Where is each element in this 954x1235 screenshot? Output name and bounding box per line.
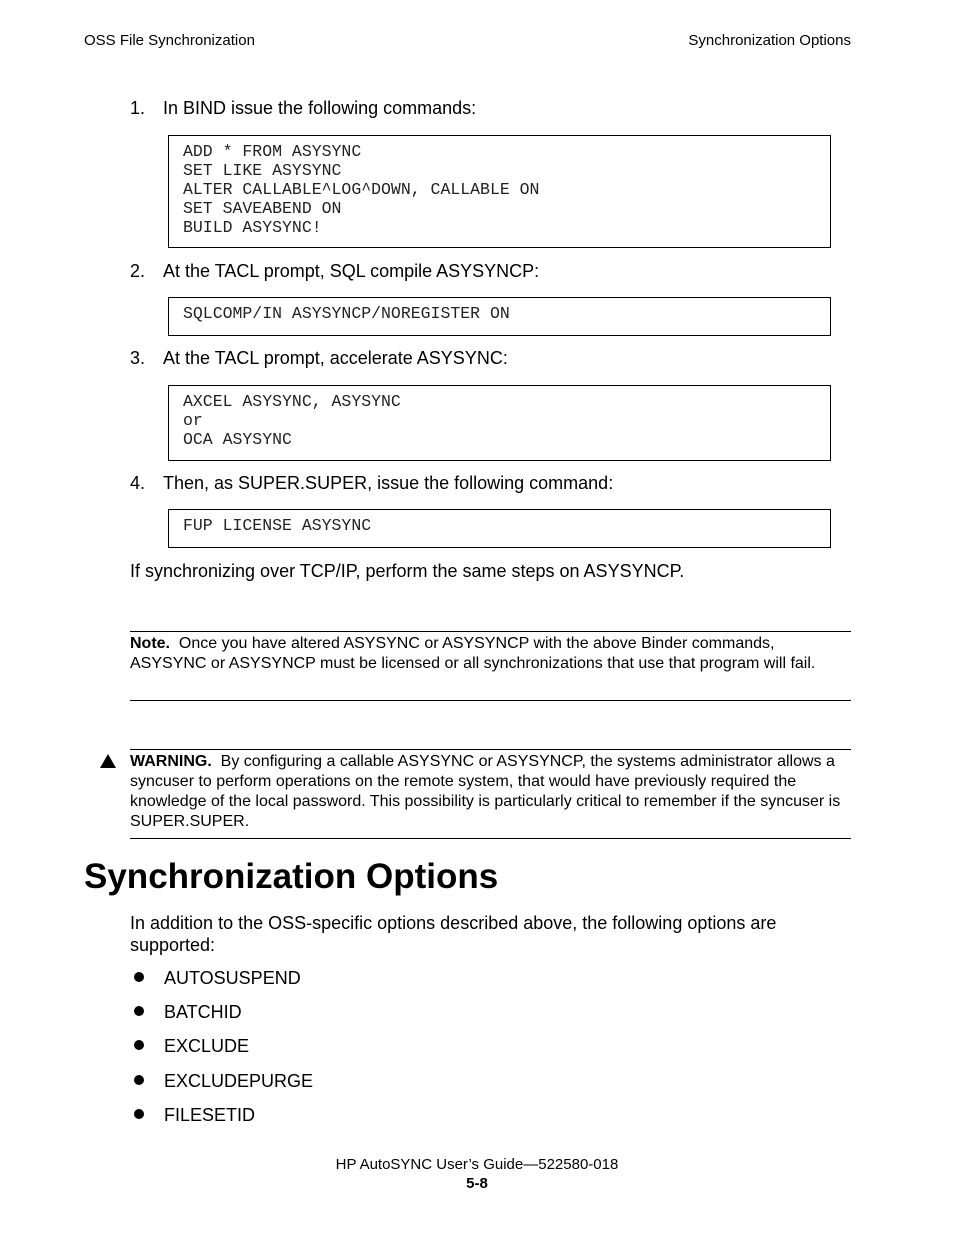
code-line: SQLCOMP/IN ASYSYNCP/NOREGISTER ON xyxy=(183,304,510,323)
code-line: or xyxy=(183,411,203,430)
code-line: OCA ASYSYNC xyxy=(183,430,292,449)
code-line: SET SAVEABEND ON xyxy=(183,199,342,218)
note-top-rule xyxy=(130,631,851,632)
option-label: AUTOSUSPEND xyxy=(164,968,301,988)
step-number: 4. xyxy=(130,473,146,493)
step-2 xyxy=(130,260,539,282)
bullet-icon xyxy=(134,1109,144,1119)
warning-text: By configuring a callable ASYSYNC or ASYSYNCP, the systems administrator allows a syncuser to perform operations on the remote system, that would have previously required the knowledge of the local password. This possibility is particularly critical to remember if the syncuser is SUPER.SUPER. xyxy=(130,753,841,830)
code-line: ADD * FROM ASYSYNC xyxy=(183,142,362,161)
code-block-bind xyxy=(168,135,831,248)
code-line: ALTER CALLABLE^LOG^DOWN, CALLABLE ON xyxy=(183,180,540,199)
footer-title: HP AutoSYNC User’s Guide—522580-018 xyxy=(335,1156,619,1173)
running-header-right: Synchronization Options xyxy=(688,32,851,49)
tcpip-paragraph: If synchronizing over TCP/IP, perform the same steps on ASYSYNCP. xyxy=(130,561,685,581)
step-text: At the TACL prompt, accelerate ASYSYNC: xyxy=(163,348,508,368)
warning-label: WARNING. xyxy=(130,753,212,770)
step-1 xyxy=(130,97,476,119)
step-number: 3. xyxy=(130,348,146,368)
step-text: At the TACL prompt, SQL compile ASYSYNCP: xyxy=(163,261,540,281)
code-block-axcel xyxy=(168,385,831,461)
list-item xyxy=(130,1001,242,1023)
list-item xyxy=(130,967,301,989)
code-line: FUP LICENSE ASYSYNC xyxy=(183,516,372,535)
step-number: 1. xyxy=(130,98,146,118)
list-item xyxy=(130,1070,313,1092)
running-header-left: OSS File Synchronization xyxy=(84,32,255,49)
option-label: EXCLUDE xyxy=(164,1036,250,1056)
step-3 xyxy=(130,347,508,369)
code-line: SET LIKE ASYSYNC xyxy=(183,161,342,180)
bullet-icon xyxy=(134,1075,144,1085)
note-label: Note. xyxy=(130,635,170,652)
step-4 xyxy=(130,472,613,494)
list-item xyxy=(130,1035,249,1057)
warning-triangle-icon xyxy=(100,754,116,773)
note-text: Once you have altered ASYSYNC or ASYSYNCP with the above Binder commands, ASYSYNC or ASYSYNCP must be licensed or all synchronizations that use that program will fail. xyxy=(130,635,816,672)
bullet-icon xyxy=(134,972,144,982)
section-intro: In addition to the OSS-specific options described above, the following options are supported: xyxy=(130,913,777,955)
option-label: BATCHID xyxy=(164,1002,242,1022)
note-bottom-rule xyxy=(130,700,851,701)
step-text: Then, as SUPER.SUPER, issue the following command: xyxy=(163,473,614,493)
note-block xyxy=(130,634,851,674)
code-block-sqlcomp xyxy=(168,297,831,336)
step-text: In BIND issue the following commands: xyxy=(163,98,477,118)
section-heading: Synchronization Options xyxy=(84,857,499,896)
code-line: AXCEL ASYSYNC, ASYSYNC xyxy=(183,392,401,411)
option-label: EXCLUDEPURGE xyxy=(164,1071,314,1091)
code-block-fup xyxy=(168,509,831,548)
warning-top-rule xyxy=(130,749,851,750)
step-number: 2. xyxy=(130,261,146,281)
warning-block xyxy=(130,752,851,832)
option-label: FILESETID xyxy=(164,1105,256,1125)
bullet-icon xyxy=(134,1040,144,1050)
bullet-icon xyxy=(134,1006,144,1016)
page-number: 5-8 xyxy=(466,1175,488,1192)
list-item xyxy=(130,1104,255,1126)
code-line: BUILD ASYSYNC! xyxy=(183,218,322,237)
warning-bottom-rule xyxy=(130,838,851,839)
